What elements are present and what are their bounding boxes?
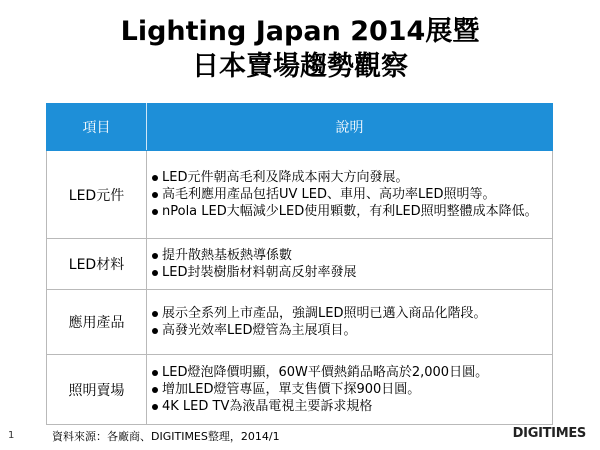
- row-description: [147, 355, 553, 425]
- digitimes-logo: DIGITIMES: [512, 426, 586, 441]
- row-item-label: 應用產品: [47, 290, 147, 355]
- column-header-item: 項目: [47, 104, 147, 151]
- row-item-label: LED材料: [47, 239, 147, 290]
- row-item-label: LED元件: [47, 151, 147, 239]
- bullet-point: LED燈泡降價明顯，60W平價熱銷品略高於2,000日圓。: [151, 364, 550, 381]
- bullet-point: 高發光效率LED燈管為主展項目。: [151, 322, 550, 339]
- row-item-label: 照明賣場: [47, 355, 147, 425]
- trend-table: [46, 103, 553, 425]
- table-row: [47, 151, 553, 239]
- bullet-point: 增加LED燈管專區，單支售價下探900日圓。: [151, 381, 550, 398]
- table-row: [47, 290, 553, 355]
- bullet-list: [151, 247, 550, 281]
- row-description: [147, 151, 553, 239]
- table-header-row: [47, 104, 553, 151]
- bullet-list: [151, 305, 550, 339]
- bullet-list: [151, 169, 550, 220]
- bullet-point: nPola LED大幅減少LED使用顆數，有利LED照明整體成本降低。: [151, 203, 550, 220]
- source-note: 資料來源：各廠商、DIGITIMES整理，2014/1: [52, 430, 280, 443]
- bullet-list: [151, 364, 550, 415]
- slide-title: [0, 14, 600, 84]
- bullet-point: 4K LED TV為液晶電視主要訴求規格: [151, 398, 550, 415]
- bullet-point: LED封裝樹脂材料朝高反射率發展: [151, 264, 550, 281]
- title-line-1: Lighting Japan 2014展暨: [120, 16, 480, 47]
- table-row: [47, 355, 553, 425]
- row-description: [147, 290, 553, 355]
- title-line-2: 日本賣場趨勢觀察: [192, 51, 408, 82]
- bullet-point: 展示全系列上市產品，強調LED照明已邁入商品化階段。: [151, 305, 550, 322]
- column-header-description: 說明: [147, 104, 553, 151]
- row-description: [147, 239, 553, 290]
- page-number: 1: [8, 430, 15, 441]
- bullet-point: 高毛利應用產品包括UV LED、車用、高功率LED照明等。: [151, 186, 550, 203]
- bullet-point: LED元件朝高毛利及降成本兩大方向發展。: [151, 169, 550, 186]
- bullet-point: 提升散熱基板熱導係數: [151, 247, 550, 264]
- table-row: [47, 239, 553, 290]
